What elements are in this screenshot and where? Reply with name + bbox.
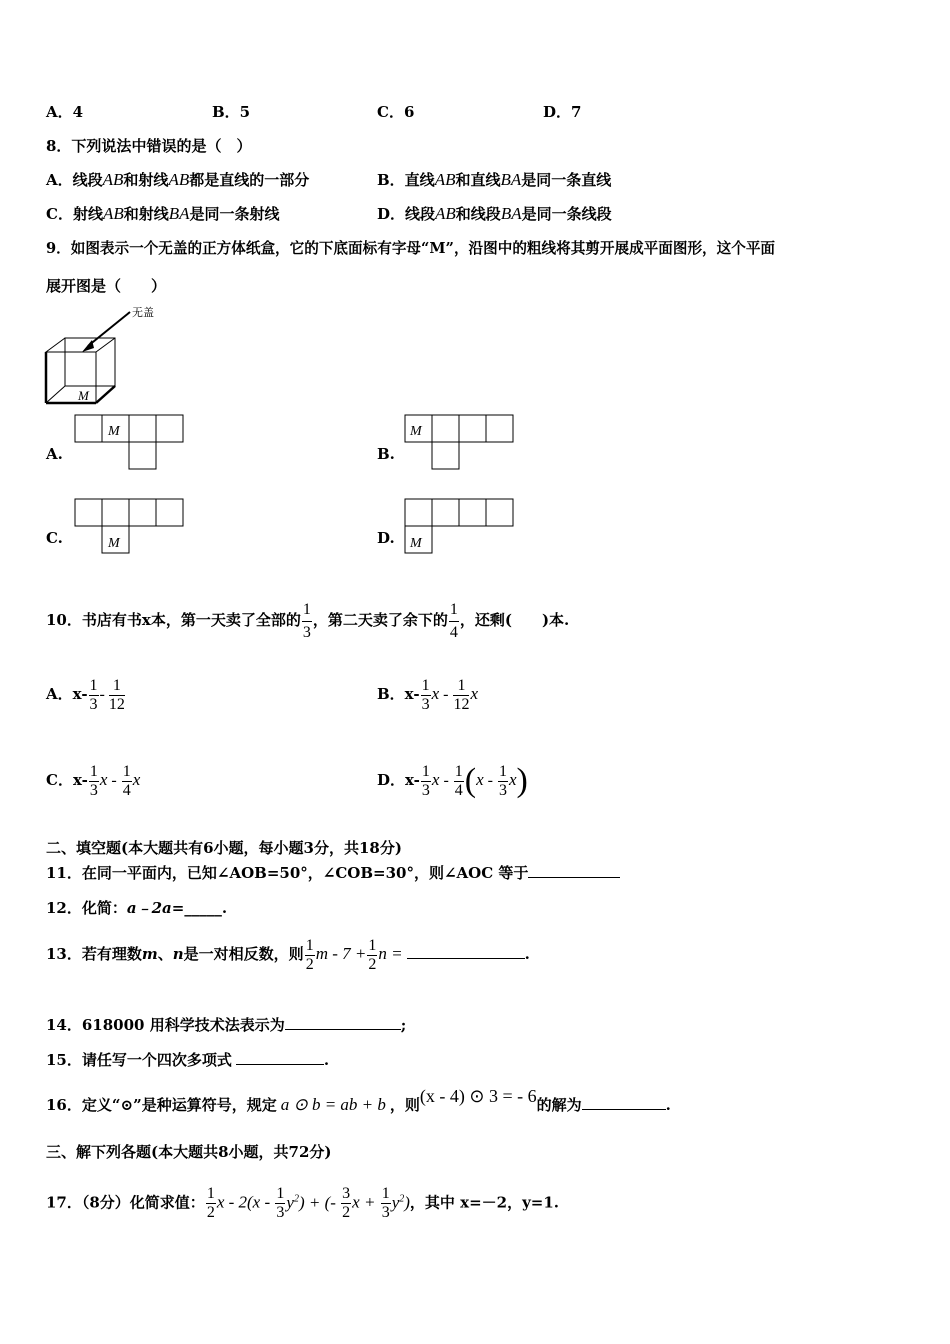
section2-title: 二、填空题(本大题共有6小题，每小题3分，共18分) <box>46 839 402 857</box>
q16-answer-blank[interactable] <box>582 1095 666 1110</box>
cube-letter-m: M <box>78 388 89 403</box>
net-a-figure <box>74 414 187 472</box>
q7-option-b: B．5 <box>212 103 251 121</box>
cube-caption: 无盖 <box>132 307 154 319</box>
q10-option-a: A．x- $\frac{1}{3}$ - $\frac{1}{12}$ <box>46 676 125 713</box>
q11: 11．在同一平面内，已知∠AOB=50°，∠COB=30°，则∠AOC 等于 <box>46 863 620 883</box>
open-cube-figure <box>40 302 170 408</box>
q15: 15．请任写一个四次多项式 . <box>46 1051 330 1069</box>
q8-option-a: A．线段AB和射线AB都是直线的一部分 <box>46 170 310 189</box>
q8-stem: 8．下列说法中错误的是（ ） <box>46 137 252 155</box>
q10-option-d: D．x- $\frac{1}{3}$ x - $\frac{1}{4}$ (x - $\frac{1}{3}$ x) <box>377 762 528 799</box>
net-b-figure <box>404 414 517 472</box>
q9-option-b-label: B. <box>377 445 395 463</box>
net-d-figure <box>404 498 517 556</box>
q12: 12．化简：a﹣2a=_____. <box>46 899 228 917</box>
q9-stem-line1: 9．如图表示一个无盖的正方体纸盒，它的下底面标有字母“M”，沿图中的粗线将其剪开展成平面图形，这个平面 <box>46 240 776 257</box>
cube-arrow-line <box>88 312 130 346</box>
q9-option-c-label: C. <box>46 529 63 547</box>
q9-option-a-label: A. <box>46 445 63 463</box>
q8-option-d: D．线段AB和线段BA是同一条线段 <box>377 204 612 223</box>
q8-option-b: B．直线AB和直线BA是同一条直线 <box>377 170 612 189</box>
q7-option-d: D．7 <box>543 103 582 121</box>
q14-answer-blank[interactable] <box>285 1015 401 1030</box>
q9-option-d-label: D. <box>377 529 395 547</box>
q10-stem: 10．书店有书x本，第一天卖了全部的 $\frac{1}{3}$ ，第二天卖了余下的 $\frac{1}{4}$ ，还剩( )本. <box>46 600 570 641</box>
section3-title: 三、解下列各题(本大题共8小题，共72分) <box>46 1143 332 1161</box>
q11-answer-blank[interactable] <box>528 863 620 878</box>
q9-stem-line2: 展开图是（ ） <box>46 277 167 295</box>
q17: 17．（8分）化简求值： $\frac{1}{2}$ x - 2(x - $\frac{1}{3}$ $y^2$) + (- $\frac{3}{2}$ x + $\frac{1}{3}$ $y^2$)，其中 x=－2，y=1. <box>46 1185 560 1222</box>
q14: 14．618000 用科学技术法表示为 ; <box>46 1016 407 1034</box>
net-d-letter: M <box>410 536 422 551</box>
q10-option-c: C．x- $\frac{1}{3}$ x - $\frac{1}{4}$ x <box>46 762 141 799</box>
net-c-letter: M <box>108 536 120 551</box>
q10-option-b: B．x- $\frac{1}{3}$ x - $\frac{1}{12}$ x <box>377 676 479 713</box>
q15-answer-blank[interactable] <box>236 1050 324 1065</box>
net-c-figure <box>74 498 187 556</box>
q7-option-a: A．4 <box>46 103 84 121</box>
q8-option-c: C．射线AB和射线BA是同一条射线 <box>46 204 280 223</box>
net-b-letter: M <box>410 424 422 439</box>
q16: 16．定义“⊙”是种运算符号，规定 a ⊙ b = ab + b ，则(x - 4) ⊙ 3 = - 6的解为 . <box>46 1086 671 1114</box>
q13-answer-blank[interactable] <box>407 944 525 959</box>
net-a-letter: M <box>108 424 120 439</box>
q13: 13．若有理数m、n是一对相反数，则 $\frac{1}{2}$ m - 7 + $\frac{1}{2}$ n = . <box>46 936 530 973</box>
cube-arrow-head <box>82 340 94 352</box>
q7-option-c: C．6 <box>377 103 415 121</box>
